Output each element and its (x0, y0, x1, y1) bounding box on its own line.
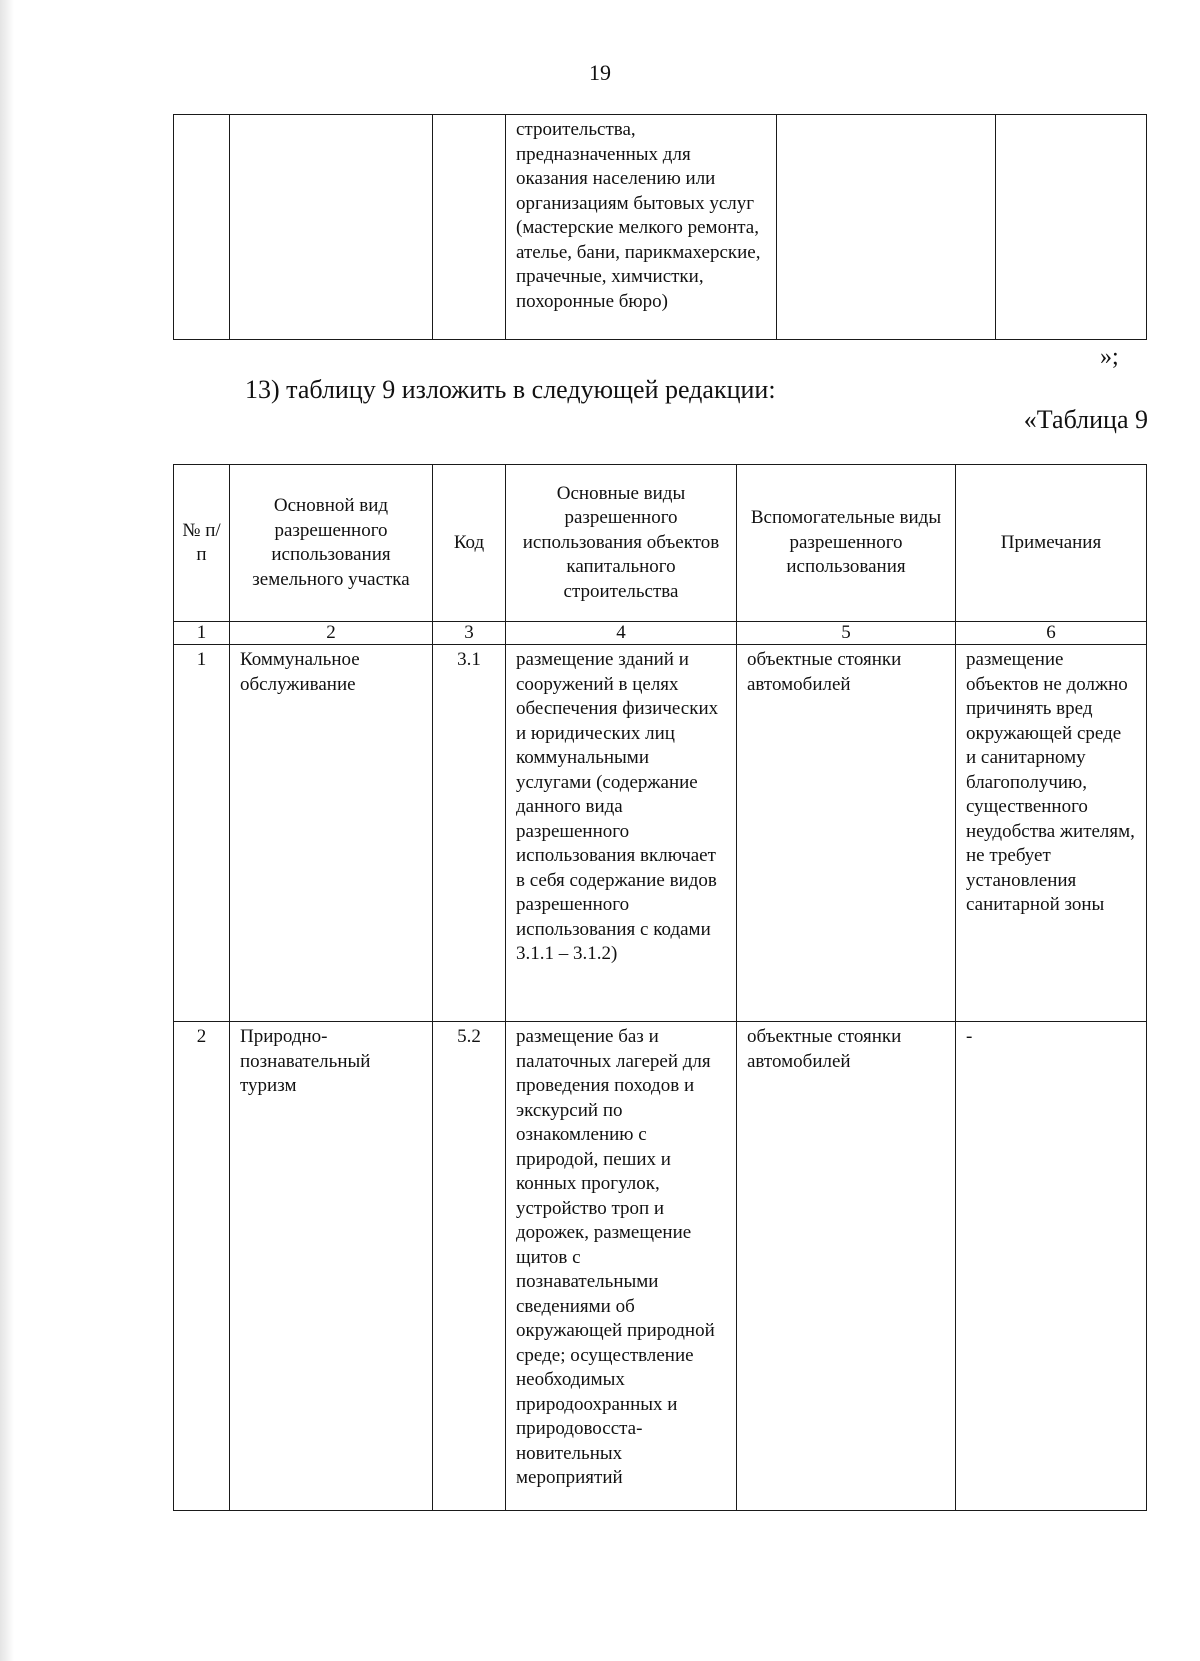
column-number: 4 (506, 622, 737, 645)
row-aux-uses: объектные стоянки автомобилей (737, 645, 956, 1022)
continuation-cell-type (230, 115, 433, 340)
column-number-row (174, 622, 1147, 645)
continuation-table (173, 114, 1147, 340)
continuation-cell-notes (996, 115, 1147, 340)
column-number: 2 (230, 622, 433, 645)
instruction-text: 13) таблицу 9 изложить в следующей редакции: (245, 375, 776, 404)
row-main-uses: размещение зданий и сооружений в целях обеспечения физических и юридических лиц коммунальными услугами (содержание данного вида разрешенного использования включает в себя содержание видов разрешенного использования с кодами 3.1.1 – 3.1.2) (506, 645, 737, 1022)
row-main-type: Коммунальное обслуживание (230, 645, 433, 1022)
row-number: 1 (174, 645, 230, 1022)
page-number: 19 (589, 60, 611, 85)
row-main-uses: размещение баз и палаточных лагерей для проведения походов и экскурсий по ознакомлению с природой, пеших и конных прогулок, устройство троп и дорожек, размещение щитов с познавательными сведениями об окружающей природной среде; осуществление необходимых природоохранных и природовосста-новительных мероприятий (506, 1022, 737, 1511)
continuation-cell-num (174, 115, 230, 340)
column-number: 1 (174, 622, 230, 645)
row-main-type: Природно-познавательный туризм (230, 1022, 433, 1511)
row-notes: размещение объектов не должно причинять вред окружающей среде и санитарному благополучию, существенного неудобства жителям, не требует установления санитарной зоны (956, 645, 1147, 1022)
column-number: 5 (737, 622, 956, 645)
row-aux-uses: объектные стоянки автомобилей (737, 1022, 956, 1511)
table-row (174, 645, 1147, 1022)
table-row (174, 1022, 1147, 1511)
table-caption: «Таблица 9 (1023, 405, 1148, 434)
land-use-table (173, 464, 1147, 1511)
column-number: 6 (956, 622, 1147, 645)
continuation-cell-code (433, 115, 506, 340)
header-aux-uses: Вспомогательные виды разрешенного использования (737, 465, 956, 622)
header-row (174, 465, 1147, 622)
row-number: 2 (174, 1022, 230, 1511)
column-number: 3 (433, 622, 506, 645)
header-number: № п/п (174, 465, 230, 622)
scan-edge (0, 0, 14, 1661)
header-code: Код (433, 465, 506, 622)
row-code: 3.1 (433, 645, 506, 1022)
continuation-cell-aux-uses (777, 115, 996, 340)
row-notes: - (956, 1022, 1147, 1511)
header-notes: Примечания (956, 465, 1147, 622)
closing-quote: »; (1100, 344, 1119, 370)
continuation-cell-main-uses: строительства, предназначенных для оказания населению или организациям бытовых услуг (мастерские мелкого ремонта, ателье, бани, парикмахерские, прачечные, химчистки, похоронные бюро) (506, 115, 777, 340)
row-code: 5.2 (433, 1022, 506, 1511)
table-row (174, 115, 1147, 340)
header-main-uses: Основные виды разрешенного использования объектов капитального строительства (506, 465, 737, 622)
header-main-type: Основной вид разрешенного использования земельного участка (230, 465, 433, 622)
